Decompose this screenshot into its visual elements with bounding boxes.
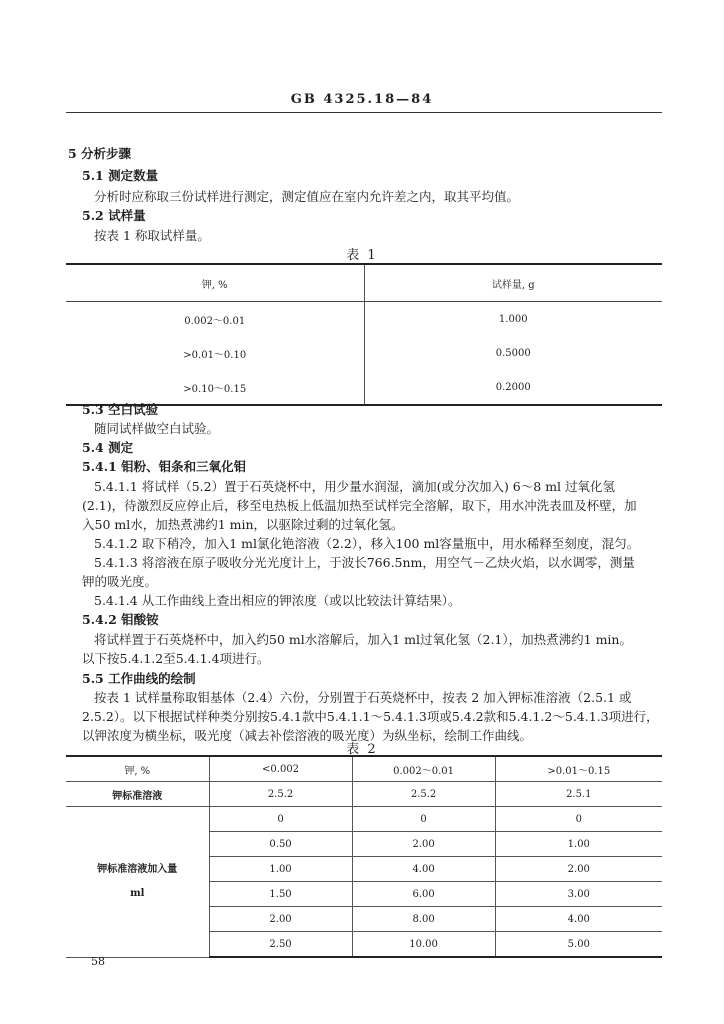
table-row	[66, 370, 662, 405]
table-row	[66, 756, 662, 782]
section-5-4-1-2: 5.4.1.2 取下稍冷，加入1 ml氯化铯溶液（2.2），移入100 ml容量瓶中，用水稀释至刻度，混匀。	[94, 536, 640, 551]
section-5-5-line-3: 以钾浓度为横坐标，吸光度（减去补偿溶液的吸光度）为纵坐标，绘制工作曲线。	[82, 728, 533, 743]
section-5-2-body: 按表 1 称取试样量。	[94, 228, 210, 243]
table-2-header-range-3: >0.01～0.15	[495, 756, 662, 782]
section-5-4-2-line-1: 将试样置于石英烧杯中，加入约50 ml水溶解后，加入1 ml过氧化氢（2.1），加热煮沸约1 min。	[94, 632, 632, 647]
table-cell: 1.00	[495, 832, 662, 857]
table-cell: 8.00	[352, 907, 495, 932]
table-2-header-potassium: 钾, %	[66, 756, 209, 782]
table-2-header-range-2: 0.002～0.01	[352, 756, 495, 782]
table-cell: 10.00	[352, 932, 495, 958]
table-row	[66, 782, 662, 807]
table-cell: 2.00	[352, 832, 495, 857]
section-5-5-line-1: 按表 1 试样量称取钼基体（2.4）六份，分别置于石英烧杯中，按表 2 加入钾标准溶液（2.5.1 或	[94, 690, 632, 705]
section-5-4-1-1-line-3: 入50 ml水，加热煮沸约1 min，以驱除过剩的过氧化氢。	[82, 517, 404, 532]
table-2-caption: 表 2	[346, 742, 378, 757]
section-5-2-title: 5.2 试样量	[82, 208, 146, 223]
table-cell: 0.5000	[364, 336, 662, 370]
section-5-title: 5 分析步骤	[68, 146, 132, 161]
table-cell: 0	[352, 807, 495, 832]
table-2-addition-label	[66, 807, 209, 958]
table-cell: 1.00	[209, 857, 352, 882]
table-cell: 3.00	[495, 882, 662, 907]
table-cell: 4.00	[495, 907, 662, 932]
table-cell: >0.01～0.10	[183, 349, 247, 361]
table-cell: 2.5.1	[495, 782, 662, 807]
section-5-3-title: 5.3 空白试验	[82, 402, 159, 417]
page-number: 58	[91, 955, 105, 968]
section-5-4-2-title: 5.4.2 钼酸铵	[82, 612, 159, 627]
document-header: GB 4325.18—84	[290, 92, 434, 107]
section-5-4-1-3-line-2: 钾的吸光度。	[82, 574, 158, 589]
table-2-addition-label-line-1: 钾标准溶液加入量	[97, 863, 178, 875]
section-5-1-title: 5.1 测定数量	[82, 168, 159, 183]
table-cell: 2.00	[495, 857, 662, 882]
section-5-4-1-4: 5.4.1.4 从工作曲线上查出相应的钾浓度（或以比较法计算结果）。	[94, 593, 461, 608]
table-cell: 0.2000	[364, 370, 662, 405]
table-cell: 2.00	[209, 907, 352, 932]
table-cell: 2.5.2	[209, 782, 352, 807]
table-cell: 0	[209, 807, 352, 832]
section-5-4-title: 5.4 测定	[82, 440, 134, 455]
table-2-std-label: 钾标准溶液	[66, 782, 209, 807]
table-cell: 0	[495, 807, 662, 832]
table-row	[66, 807, 662, 832]
table-row	[66, 336, 662, 370]
table-cell: 1.50	[209, 882, 352, 907]
section-5-5-title: 5.5 工作曲线的绘制	[82, 671, 196, 686]
section-5-1-body: 分析时应称取三份试样进行测定，测定值应在室内允许差之内，取其平均值。	[94, 189, 520, 204]
table-cell: >0.10～0.15	[66, 370, 364, 405]
table-cell: 5.00	[495, 932, 662, 958]
section-5-4-1-title: 5.4.1 钼粉、钼条和三氧化钼	[82, 459, 247, 474]
table-row	[66, 302, 662, 337]
section-5-4-2-line-2: 以下按5.4.1.2至5.4.1.4项进行。	[82, 651, 270, 666]
table-cell: 2.50	[209, 932, 352, 958]
table-1	[66, 263, 662, 406]
table-cell: 1.000	[364, 302, 662, 337]
table-2-addition-label-line-2: ml	[130, 887, 145, 899]
section-5-4-1-1-line-2: (2.1)，待激烈反应停止后，移至电热板上低温加热至试样完全溶解，取下，用水冲洗表皿及杯壁，加	[82, 498, 637, 513]
table-2	[66, 755, 662, 958]
table-cell: 2.5.2	[352, 782, 495, 807]
section-5-4-1-1-line-1: 5.4.1.1 将试样（5.2）置于石英烧杯中，用少量水润湿，滴加(或分次加入) 6～8 ml 过氧化氢	[94, 479, 616, 494]
table-1-caption: 表 1	[346, 248, 378, 263]
section-5-4-1-3-line-1: 5.4.1.3 将溶液在原子吸收分光光度计上，于波长766.5nm，用空气－乙炔火焰，以水调零，测量	[94, 555, 635, 570]
table-cell: 6.00	[352, 882, 495, 907]
table-2-header-range-1: <0.002	[209, 756, 352, 782]
table-1-header-potassium: 钾, %	[66, 264, 364, 302]
table-1-header-sample-mass: 试样量, g	[364, 264, 662, 302]
section-5-5-line-2: 2.5.2）。以下根据试样种类分别按5.4.1款中5.4.1.1～5.4.1.3项或5.4.2款和5.4.1.2～5.4.1.3项进行，	[82, 709, 659, 724]
table-cell: 4.00	[352, 857, 495, 882]
header-rule	[66, 112, 662, 113]
table-cell: 0.002～0.01	[184, 315, 246, 327]
section-5-3-body: 随同试样做空白试验。	[94, 421, 220, 436]
table-cell: 0.50	[209, 832, 352, 857]
table-row	[66, 264, 662, 302]
